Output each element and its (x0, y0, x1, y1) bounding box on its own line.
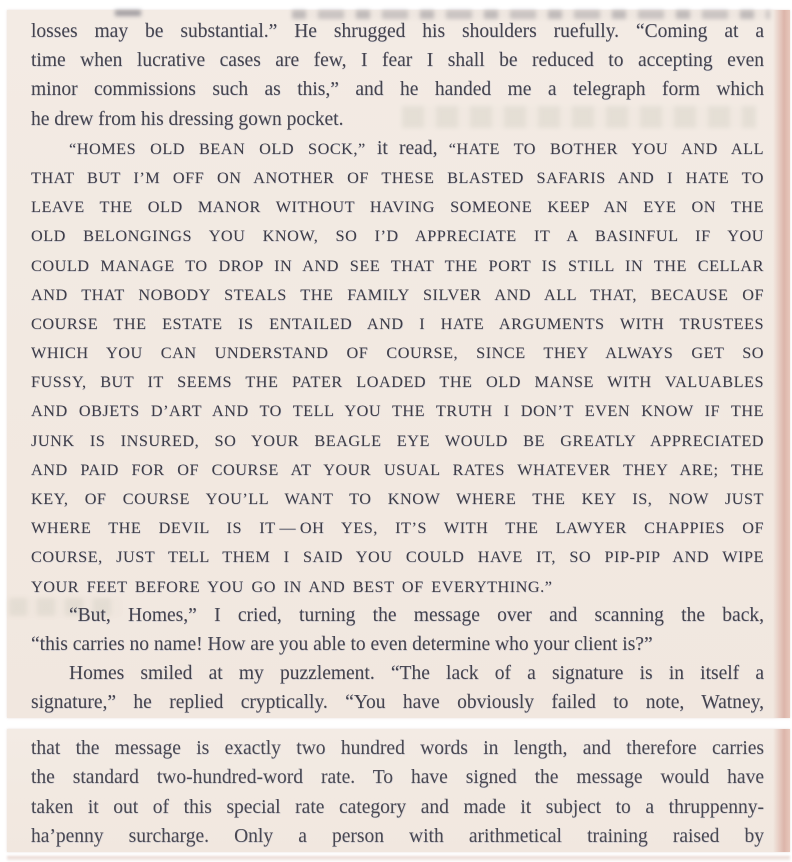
telegram-caps-text: FUSSY, BUT IT SEEMS THE PATER LOADED THE OLD MANSE WITH VALUABLES (31, 373, 764, 392)
text-line (31, 280, 764, 309)
page-text-bottom (31, 734, 764, 852)
telegram-caps-text: WHICH YOU CAN UNDERSTAND OF COURSE, SINCE THEY ALWAYS GET SO (31, 344, 764, 363)
text-line (31, 17, 764, 46)
body-text: it read, (365, 137, 449, 159)
page-curl-shadow (773, 10, 790, 718)
body-text: time when lucrative cases are few, I fear I shall be reduced to accepting even (31, 50, 764, 72)
text-line (31, 75, 764, 104)
body-text: losses may be substantial.” He shrugged his shoulders ruefully. “Coming at a (31, 21, 764, 42)
text-line (31, 163, 764, 192)
telegram-caps-text: “HATE TO BOTHER YOU AND ALL (448, 139, 764, 158)
text-line (31, 734, 764, 763)
text-line (31, 542, 764, 571)
text-line (31, 221, 764, 250)
text-line (31, 396, 764, 425)
text-line (31, 630, 764, 659)
text-line (31, 793, 764, 822)
body-text: Homes smiled at my puzzlement. “The lack of a signature is in itself a (69, 663, 764, 685)
body-text: he drew from his dressing gown pocket. (31, 108, 344, 130)
cutoff-line-artifact-small (115, 10, 141, 16)
body-text: “But, Homes,” I cried, turning the message over and scanning the back, (69, 604, 764, 626)
text-line (31, 309, 764, 338)
body-text: “this carries no name! How are you able to even determine who your client is?” (31, 633, 653, 655)
text-line (31, 338, 764, 367)
telegram-caps-text: JUNK IS INSURED, SO YOUR BEAGLE EYE WOULD BE GREATLY APPRECIATED (31, 431, 764, 450)
telegram-caps-text: WHERE THE DEVIL IS IT — OH YES, IT’S WITH THE LAWYER CHAPPIES OF (31, 519, 764, 538)
text-line (31, 822, 764, 851)
page-text-top (31, 17, 764, 718)
text-line (31, 105, 764, 134)
telegram-caps-text: KEY, OF COURSE YOU’LL WANT TO KNOW WHERE THE KEY IS, NOW JUST (31, 490, 764, 508)
text-line (31, 659, 764, 688)
scan-strip-top (7, 10, 790, 718)
telegram-caps-text: COURSE THE ESTATE IS ENTAILED AND I HATE ARGUMENTS WITH TRUSTEES (31, 314, 764, 333)
telegram-caps-text: AND PAID FOR OF COURSE AT YOUR USUAL RATES WHATEVER THEY ARE; THE (31, 460, 764, 479)
telegram-caps-text: COULD MANAGE TO DROP IN AND SEE THAT THE PORT IS STILL IN THE CELLAR (31, 256, 764, 275)
text-line (31, 134, 764, 163)
paper-bottom-edge-shadow (7, 856, 790, 861)
text-line (31, 601, 764, 630)
telegram-caps-text: AND OBJETS D’ART AND TO TELL YOU THE TRUTH I DON’T EVEN KNOW IF THE (31, 402, 764, 421)
body-text: ha’penny surcharge. Only a person with arithmetical training raised by (31, 826, 764, 848)
telegram-caps-text: AND THAT NOBODY STEALS THE FAMILY SILVER AND ALL THAT, BECAUSE OF (31, 285, 764, 304)
body-text: signature,” he replied cryptically. “You have obviously failed to note, Watney, (31, 692, 764, 714)
telegram-caps-text: YOUR FEET BEFORE YOU GO IN AND BEST OF EVERYTHING.” (31, 577, 553, 596)
page-curl-shadow (773, 729, 790, 852)
body-text: taken it out of this special rate category and made it subject to a thruppenny- (31, 796, 764, 818)
text-line (31, 426, 764, 455)
text-line (31, 192, 764, 221)
text-line (31, 572, 764, 601)
text-line (31, 763, 764, 792)
body-text: the standard two-hundred-word rate. To have signed the message would have (31, 767, 764, 789)
body-text: minor commissions such as this,” and he handed me a telegraph form which (31, 79, 764, 101)
text-line (31, 455, 764, 484)
text-line (31, 513, 764, 542)
scan-strip-bottom (7, 729, 790, 852)
telegram-caps-text: COURSE, JUST TELL THEM I SAID YOU COULD HAVE IT, SO PIP-PIP AND WIPE (31, 548, 764, 567)
body-text: that the message is exactly two hundred words in length, and therefore carries (31, 738, 764, 759)
telegram-caps-text: “HOMES OLD BEAN OLD SOCK,” (69, 139, 366, 158)
text-line (31, 484, 764, 513)
text-line (31, 367, 764, 396)
telegram-caps-text: OLD BELONGINGS YOU KNOW, SO I’D APPRECIATE IT A BASINFUL IF YOU (31, 227, 764, 246)
text-line (31, 688, 764, 717)
text-line (31, 46, 764, 75)
telegram-caps-text: THAT BUT I’M OFF ON ANOTHER OF THESE BLASTED SAFARIS AND I HATE TO (31, 168, 764, 187)
telegram-caps-text: LEAVE THE OLD MANOR WITHOUT HAVING SOMEONE KEEP AN EYE ON THE (31, 198, 764, 217)
text-line (31, 251, 764, 280)
